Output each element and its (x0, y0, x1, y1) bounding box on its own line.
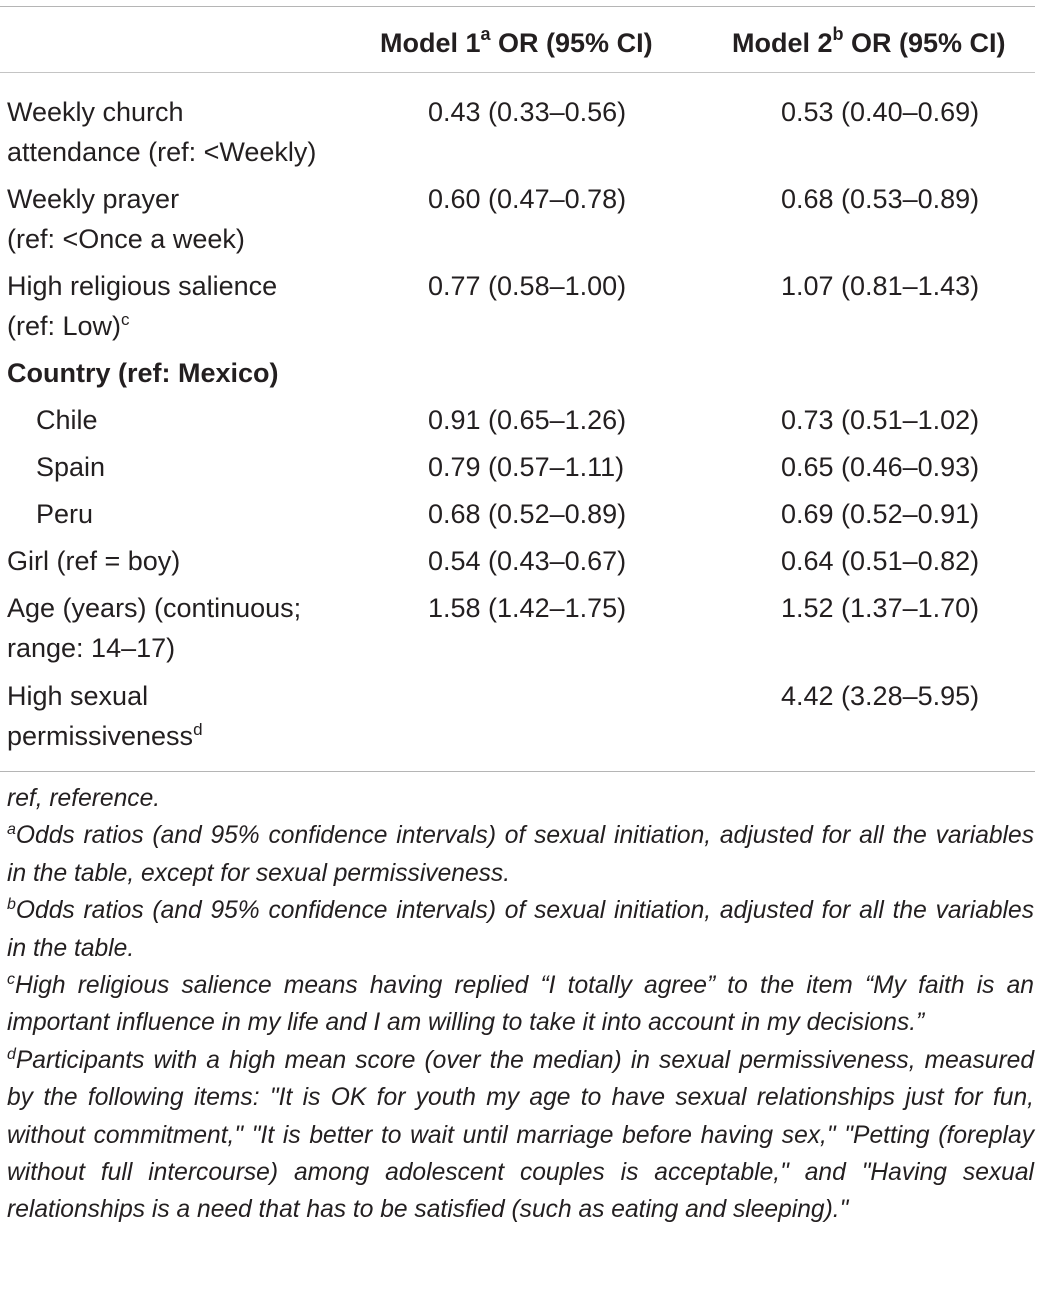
model-2-value: 0.68 (0.53–0.89) (781, 184, 980, 214)
footnote-mark: d (193, 720, 203, 739)
table-bottom-rule (0, 771, 1035, 772)
footnote-ref: ref, reference. (7, 785, 161, 812)
model-2-value: 0.73 (0.51–1.02) (781, 405, 980, 435)
model-1-value: 0.43 (0.33–0.56) (428, 97, 627, 127)
header-model-1-suffix: OR (95% CI) (490, 28, 653, 58)
model-1-value: 0.91 (0.65–1.26) (428, 405, 627, 435)
header-model-1-label: Model 1 (380, 28, 481, 58)
table-top-rule (0, 6, 1035, 7)
row-label: Spain (36, 452, 106, 482)
model-2-value: 0.65 (0.46–0.93) (781, 452, 980, 482)
model-1-value: 0.77 (0.58–1.00) (428, 271, 627, 301)
row-label: Age (years) (continuous; range: 14–17) (7, 593, 302, 663)
model-2-value: 1.52 (1.37–1.70) (781, 593, 980, 623)
model-1-value: 1.58 (1.42–1.75) (428, 593, 627, 623)
header-model-2-footnote-mark: b (832, 24, 844, 44)
table-header-rule (0, 72, 1035, 73)
footnote-mark: c (121, 310, 130, 329)
row-label: High sexual permissiveness$^d$ (7, 681, 203, 751)
header-model-1 (380, 26, 653, 60)
header-model-2-label: Model 2 (732, 28, 833, 58)
model-1-value: 0.79 (0.57–1.11) (428, 452, 625, 482)
model-1-value: 0.60 (0.47–0.78) (428, 184, 627, 214)
header-model-1-footnote-mark: a (480, 24, 491, 44)
table-footnotes (7, 780, 1034, 1229)
footnote-a: $^a$Odds ratios (and 95% confidence intervals) of sexual initiation, adjusted for all the variables in the table, except for sexual permissiveness. (7, 821, 1034, 887)
row-label: Chile (36, 405, 98, 435)
model-2-value: 0.64 (0.51–0.82) (781, 546, 980, 576)
row-label: Country (ref: Mexico) (7, 358, 279, 388)
footnote-b: $^b$Odds ratios (and 95% confidence intervals) of sexual initiation, adjusted for all the variables in the table. (7, 896, 1034, 962)
footnote-c: $^c$High religious salience means having replied “I totally agree” to the item “My faith is an important influence in my life and I am willing to take it into account in my decisions.” (7, 970, 1034, 1037)
model-1-value: 0.54 (0.43–0.67) (428, 546, 627, 576)
model-2-value: 4.42 (3.28–5.95) (781, 681, 980, 711)
model-1-value: 0.68 (0.52–0.89) (428, 499, 627, 529)
header-model-2 (732, 26, 1006, 60)
row-label: High religious salience (ref: Low)$^c$ (7, 271, 278, 341)
row-label: Weekly prayer (ref: <Once a week) (7, 184, 245, 254)
header-model-2-suffix: OR (95% CI) (843, 28, 1006, 58)
row-label: Girl (ref = boy) (7, 546, 181, 576)
model-2-value: 1.07 (0.81–1.43) (781, 271, 980, 301)
model-2-value: 0.69 (0.52–0.91) (781, 499, 980, 529)
row-label: Weekly church attendance (ref: <Weekly) (7, 97, 317, 167)
row-label: Peru (36, 499, 94, 529)
footnote-d: $^d$Participants with a high mean score (over the median) in sexual permissiveness, measured by the following items: "It is OK for youth my age to have sexual relationships just for fun, without commitment," "It is better to wait until marriage before having sex," "Petting (foreplay without full intercourse) among adolescent couples is acceptable," and "Having sexual relationships is a need that has to be satisfied (such as eating and sleeping)." (7, 1045, 1034, 1224)
model-2-value: 0.53 (0.40–0.69) (781, 97, 980, 127)
